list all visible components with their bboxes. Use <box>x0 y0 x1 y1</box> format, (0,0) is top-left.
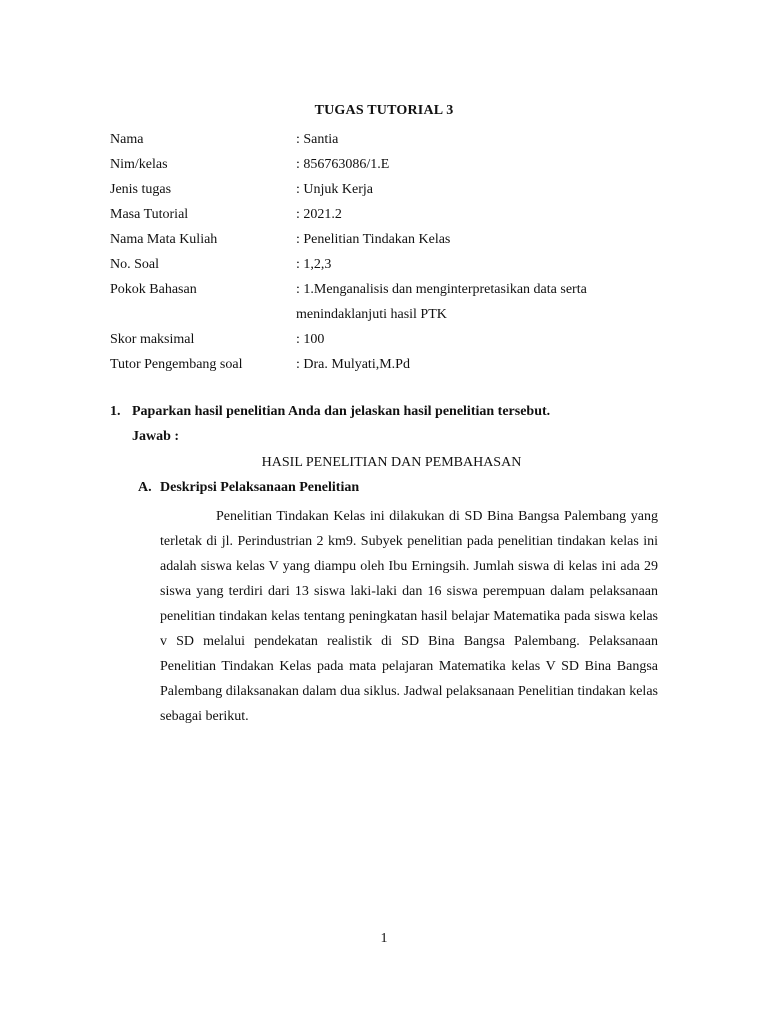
info-label: Masa Tutorial <box>110 207 189 222</box>
info-row-nim-kelas <box>110 152 670 177</box>
info-label: Pokok Bahasan <box>110 282 197 297</box>
info-row-tutor <box>110 352 670 377</box>
subsection-heading <box>138 480 359 496</box>
body-paragraph: Penelitian Tindakan Kelas ini dilakukan di SD Bina Bangsa Palembang yang terletak di jl. Perindustrian 2 km9. Subyek penelitian pada penelitian tindakan kelas ini adalah siswa kelas V yang diampu oleh Ibu Erningsih. Jumlah siswa di kelas ini ada 29 siswa yang terdiri dari 13 siswa laki-laki dan 16 siswa perempuan dalam pelaksanaan penelitian tindakan kelas tentang peningkatan hasil belajar Matematika pada siswa kelas v SD melalui pendekatan realistik di SD Bina Bangsa Palembang. Pelaksanaan Penelitian Tindakan Kelas pada mata pelajaran Matematika kelas V SD Bina Bangsa Palembang dilaksanakan dalam dua siklus. Jadwal pelaksanaan Penelitian tindakan kelas sebagai berikut. <box>160 509 658 724</box>
info-value: : Santia <box>296 132 339 147</box>
info-label: No. Soal <box>110 257 159 272</box>
section-heading: HASIL PENELITIAN DAN PEMBAHASAN <box>261 455 522 470</box>
info-row-jenis-tugas <box>110 177 670 202</box>
page-number: 1 <box>380 931 388 946</box>
info-value: : 1.Menganalisis dan menginterpretasikan data serta menindaklanjuti hasil PTK <box>296 282 587 322</box>
document-title: TUGAS TUTORIAL 3 <box>314 103 454 118</box>
info-label: Tutor Pengembang soal <box>110 357 243 372</box>
info-label: Skor maksimal <box>110 332 195 347</box>
info-value: : 1,2,3 <box>296 257 332 272</box>
info-label: Nama Mata Kuliah <box>110 232 218 247</box>
info-value: : 2021.2 <box>296 207 342 222</box>
info-row-no-soal <box>110 252 670 277</box>
info-label: Jenis tugas <box>110 182 172 197</box>
info-value: : Unjuk Kerja <box>296 182 373 197</box>
info-row-masa-tutorial <box>110 202 670 227</box>
info-row-mata-kuliah <box>110 227 670 252</box>
info-label: Nim/kelas <box>110 157 168 172</box>
info-value: : 100 <box>296 332 325 347</box>
info-row-nama <box>110 127 670 152</box>
answer-label: Jawab : <box>132 429 180 444</box>
info-row-skor-maksimal <box>110 327 670 352</box>
subsection-title: Deskripsi Pelaksanaan Penelitian <box>160 480 360 495</box>
info-row-pokok-bahasan <box>110 277 670 327</box>
info-label: Nama <box>110 132 144 147</box>
identity-table <box>110 127 670 377</box>
question-number: 1. <box>110 404 121 419</box>
info-value: : Penelitian Tindakan Kelas <box>296 232 451 247</box>
info-value: : 856763086/1.E <box>296 157 390 172</box>
question-1 <box>110 404 670 420</box>
subsection-letter: A. <box>138 480 152 495</box>
info-value: : Dra. Mulyati,M.Pd <box>296 357 410 372</box>
question-text: Paparkan hasil penelitian Anda dan jelaskan hasil penelitian tersebut. <box>132 404 551 419</box>
